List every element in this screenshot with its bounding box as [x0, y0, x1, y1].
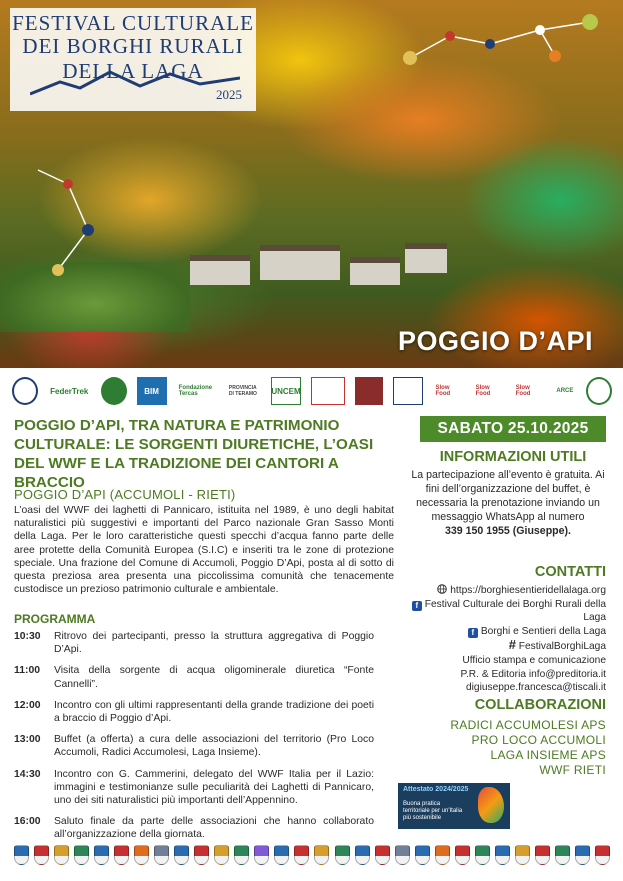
website-link[interactable]: https://borghiesentieridellalaga.org: [450, 585, 606, 596]
sponsor-logo: Slow Food: [475, 385, 491, 397]
award-badge: [398, 783, 510, 829]
program-item: [14, 815, 374, 841]
sponsor-logos: [12, 372, 612, 410]
federtrek-emblem-icon: [101, 377, 127, 405]
sponsor-logo: Fondazione Tercas: [178, 385, 213, 397]
collaborator: PRO LOCO ACCUMOLI: [471, 733, 606, 747]
crest-icon: [274, 845, 289, 865]
sponsor-logo: Slow Food: [515, 385, 531, 397]
program-text: Saluto finale da parte delle associazioni che hanno collaborato all’organizzazione della giornata.: [54, 816, 374, 841]
sponsor-logo: FederTrek: [50, 386, 89, 396]
hashtag: FestivalBorghiLaga: [518, 641, 606, 653]
crest-icon: [194, 845, 209, 865]
festival-title-line2: DEI BORGHI RURALI: [22, 34, 244, 58]
crest-icon: [154, 845, 169, 865]
program-text: Incontro con G. Cammerini, delegato del WWF Italia per il Lazio: immagini e testimonianze sulle peculiarità dei Laghetti di Pannicaro, uno dei siti naturalistici più importanti dell’Appennino.: [54, 768, 374, 807]
crest-icon: [74, 845, 89, 865]
festival-title-line1: FESTIVAL CULTURALE: [12, 11, 254, 35]
event-date-badge: SABATO 25.10.2025: [420, 416, 606, 442]
program-time: 11:00: [14, 665, 41, 677]
village-houses: [190, 235, 450, 305]
program-item: [14, 630, 374, 656]
constellation-decoration-left: [28, 160, 118, 300]
collaborator: LAGA INSIEME APS: [490, 748, 606, 762]
collaborator: RADICI ACCUMOLESI APS: [450, 718, 606, 732]
crest-icon: [335, 845, 350, 865]
sponsor-logo: BIM: [137, 377, 167, 405]
crest-icon: [395, 845, 410, 865]
facebook-page-1[interactable]: Festival Culturale dei Borghi Rurali della Laga: [424, 598, 606, 624]
crest-icon: [495, 845, 510, 865]
program-list: [14, 630, 374, 842]
sponsor-logo: Slow Food: [435, 385, 451, 397]
program-item: [14, 733, 374, 759]
sponsor-logo: UNCEM: [271, 377, 301, 405]
crest-icon: [314, 845, 329, 865]
festival-year: 2025: [216, 87, 242, 102]
program-title: PROGRAMMA: [14, 612, 96, 626]
collaborator: WWF RIETI: [539, 763, 606, 777]
contact-email[interactable]: digiuseppe.francesca@tiscali.it: [465, 682, 606, 694]
italy-map-icon: [478, 787, 504, 823]
website-line[interactable]: [396, 584, 606, 598]
hashtag-icon: #: [508, 637, 516, 653]
crest-icon: [595, 845, 610, 865]
crest-icon: [575, 845, 590, 865]
parco-logo-icon: [12, 377, 38, 405]
globe-icon: [437, 584, 447, 594]
crest-icon: [114, 845, 129, 865]
facebook-line[interactable]: [396, 598, 606, 625]
crest-icon: [535, 845, 550, 865]
hashtag-line: [396, 638, 606, 654]
facebook-page-2[interactable]: Borghi e Sentieri della Laga: [480, 625, 606, 637]
crest-icon: [14, 845, 29, 865]
crest-icon: [34, 845, 49, 865]
sponsor-logo: ARCE: [556, 388, 574, 394]
crest-icon: [515, 845, 530, 865]
hero-image: [0, 0, 623, 368]
festival-logo: [10, 8, 256, 111]
facebook-icon: f: [412, 601, 422, 611]
program-text: Incontro con gli ultimi rappresentanti della grande tradizione dei poeti a braccio di Poggio d’Api.: [54, 699, 374, 725]
press-email[interactable]: P.R. & Editoria info@preditoria.it: [460, 668, 606, 680]
program-item: [14, 768, 374, 808]
uni-logo-icon: [393, 377, 423, 405]
info-body: La partecipazione all’evento è gratuita. Ai fini dell’organizzazione del buffet, è necessaria la prenotazione inviando un messaggio WhatsApp al numero: [411, 469, 605, 523]
consorzio-logo-icon: [311, 377, 345, 405]
crest-icon: [214, 845, 229, 865]
hero-place-title: POGGIO D’API: [398, 326, 594, 356]
crest-icon: [94, 845, 109, 865]
article-location: POGGIO D’API (ACCUMOLI - RIETI): [14, 487, 236, 502]
program-item: [14, 699, 374, 725]
crest-icon: [234, 845, 249, 865]
round-logo-icon: [586, 377, 612, 405]
municipality-crests: [14, 840, 610, 870]
crest-icon: [455, 845, 470, 865]
program-item: [14, 664, 374, 690]
facebook-line[interactable]: [396, 625, 606, 639]
constellation-decoration: [390, 8, 610, 78]
crest-icon: [475, 845, 490, 865]
collaborations-list: [420, 718, 606, 778]
crest-icon: [555, 845, 570, 865]
program-text: Buffet (a offerta) a cura delle associazioni del territorio (Pro Loco Accumoli, Radici Accumolesi, Laga Insieme).: [54, 734, 374, 759]
crest-icon: [375, 845, 390, 865]
crest-icon: [355, 845, 370, 865]
program-text: Ritrovo dei partecipanti, presso la struttura aggregativa di Poggio D’Api.: [54, 631, 374, 656]
sponsor-logo: PROVINCIA DI TERAMO: [228, 385, 257, 397]
award-line-2: Buona pratica territoriale per un'Italia più sostenibile: [403, 801, 463, 821]
info-title: INFORMAZIONI UTILI: [439, 449, 587, 465]
collaborations-title: COLLABORAZIONI: [474, 697, 606, 713]
info-text: [405, 468, 611, 538]
crest-icon: [174, 845, 189, 865]
contacts-block: [396, 584, 606, 695]
program-time: 16:00: [14, 816, 41, 828]
program-time: 14:30: [14, 768, 41, 780]
press-label: Ufficio stampa e comunicazione: [462, 654, 606, 666]
award-line-1: Attestato 2024/2025: [403, 786, 469, 793]
contacts-title: CONTATTI: [534, 564, 606, 580]
crest-icon: [294, 845, 309, 865]
festival-title-line3: DELLA LAGA: [62, 59, 204, 83]
program-time: 10:30: [14, 631, 41, 642]
crest-icon: [415, 845, 430, 865]
article-title: POGGIO D’API, TRA NATURA E PATRIMONIO CULTURALE: LE SORGENTI DIURETICHE, L’OASI DEL WWF E LA TRADIZIONE DEI CANTORI A BRACCIO: [14, 417, 374, 491]
crest-icon: [254, 845, 269, 865]
program-text: Visita della sorgente di acqua oligominerale diuretica “Fonte Cannelli”.: [54, 665, 374, 690]
cube-logo-icon: [355, 377, 383, 405]
crest-icon: [134, 845, 149, 865]
article-intro: L’oasi del WWF dei laghetti di Pannicaro, istituita nel 1989, è uno degli habitat naturalistici più suggestivi e importanti del Parco nazionale Gran Sasso Monti della Laga. Per le loro caratteristiche questi specchi d’acqua fanno parte delle aree protette della Comunità Europea (S.I.C) e inseriti tra le zone di protezione speciale. Una frazione del Comune di Accumoli, Poggio D’Api, posta al di sotto di questa preziosa area presenta una piccolissima comunità che tenacemente custodisce un prezioso patrimonio culturale e ambientale.: [14, 505, 394, 596]
info-phone: 339 150 1955 (Giuseppe).: [444, 525, 572, 537]
program-time: 13:00: [14, 734, 41, 746]
program-time: 12:00: [14, 699, 41, 711]
crest-icon: [435, 845, 450, 865]
facebook-icon: f: [468, 628, 478, 638]
crest-icon: [54, 845, 69, 865]
